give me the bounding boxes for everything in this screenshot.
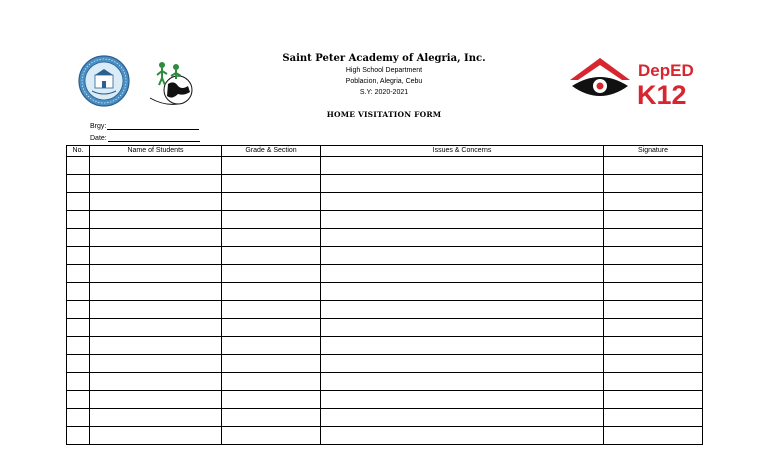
table-row [67,319,703,337]
column-header-no: No. [67,146,90,157]
cell-grade-section[interactable] [222,265,321,283]
table-row [67,247,703,265]
cell-signature[interactable] [604,283,703,301]
cell-issues-concerns[interactable] [321,193,604,211]
table-row [67,211,703,229]
cell-student-name[interactable] [90,175,222,193]
cell-student-name[interactable] [90,301,222,319]
cell-issues-concerns[interactable] [321,373,604,391]
cell-no[interactable] [67,391,90,409]
cell-issues-concerns[interactable] [321,355,604,373]
department-name: High School Department [345,67,423,74]
cell-no[interactable] [67,247,90,265]
cell-no[interactable] [67,283,90,301]
cell-signature[interactable] [604,211,703,229]
form-title: HOME VISITATION FORM [326,110,442,119]
cell-grade-section[interactable] [222,175,321,193]
school-seal-icon [78,55,130,107]
cell-no[interactable] [67,355,90,373]
cell-issues-concerns[interactable] [321,319,604,337]
column-header-issues-concerns: Issues & Concerns [321,146,604,157]
visitation-table [66,145,703,445]
deped-wordmark: DepED [638,61,694,80]
cell-grade-section[interactable] [222,427,321,445]
cell-issues-concerns[interactable] [321,229,604,247]
cell-grade-section[interactable] [222,283,321,301]
cell-signature[interactable] [604,175,703,193]
column-header-name: Name of Students [90,146,222,157]
cell-student-name[interactable] [90,373,222,391]
cell-no[interactable] [67,373,90,391]
cell-no[interactable] [67,265,90,283]
cell-no[interactable] [67,337,90,355]
date-field[interactable] [90,134,200,142]
cell-no[interactable] [67,319,90,337]
date-label: Date: [90,135,107,142]
cell-no[interactable] [67,427,90,445]
cell-signature[interactable] [604,427,703,445]
table-row [67,301,703,319]
cell-issues-concerns[interactable] [321,391,604,409]
cell-signature[interactable] [604,409,703,427]
column-header-signature: Signature [604,146,703,157]
cell-signature[interactable] [604,337,703,355]
cell-issues-concerns[interactable] [321,175,604,193]
table-body [67,157,703,445]
cell-no[interactable] [67,157,90,175]
cell-issues-concerns[interactable] [321,409,604,427]
cell-signature[interactable] [604,301,703,319]
date-blank-line[interactable] [108,134,200,142]
cell-grade-section[interactable] [222,247,321,265]
cell-no[interactable] [67,409,90,427]
cell-grade-section[interactable] [222,229,321,247]
cell-issues-concerns[interactable] [321,301,604,319]
cell-no[interactable] [67,211,90,229]
cell-signature[interactable] [604,391,703,409]
brgy-label: Brgy: [90,123,107,130]
cell-grade-section[interactable] [222,409,321,427]
cell-grade-section[interactable] [222,337,321,355]
cell-student-name[interactable] [90,427,222,445]
cell-no[interactable] [67,175,90,193]
cell-student-name[interactable] [90,229,222,247]
cell-grade-section[interactable] [222,301,321,319]
table-row [67,391,703,409]
table-row [67,265,703,283]
children-globe-icon [148,60,196,106]
cell-grade-section[interactable] [222,193,321,211]
cell-signature[interactable] [604,265,703,283]
cell-signature[interactable] [604,247,703,265]
cell-student-name[interactable] [90,247,222,265]
table-row [67,229,703,247]
cell-issues-concerns[interactable] [321,427,604,445]
table-row [67,283,703,301]
column-header-grade-section: Grade & Section [222,146,321,157]
cell-no[interactable] [67,229,90,247]
cell-grade-section[interactable] [222,373,321,391]
cell-signature[interactable] [604,157,703,175]
table-header-row [67,146,703,157]
cell-signature[interactable] [604,319,703,337]
cell-grade-section[interactable] [222,211,321,229]
cell-student-name[interactable] [90,283,222,301]
cell-grade-section[interactable] [222,391,321,409]
cell-no[interactable] [67,193,90,211]
cell-student-name[interactable] [90,337,222,355]
cell-student-name[interactable] [90,211,222,229]
cell-student-name[interactable] [90,409,222,427]
deped-house-eye-icon [570,58,630,96]
cell-issues-concerns[interactable] [321,157,604,175]
cell-student-name[interactable] [90,193,222,211]
cell-signature[interactable] [604,355,703,373]
deped-k12-logo [568,54,694,110]
cell-student-name[interactable] [90,157,222,175]
cell-issues-concerns[interactable] [321,211,604,229]
cell-issues-concerns[interactable] [321,265,604,283]
cell-grade-section[interactable] [222,319,321,337]
table-row [67,175,703,193]
school-address: Poblacion, Alegria, Cebu [345,78,423,85]
school-name: Saint Peter Academy of Alegria, Inc. [282,53,486,64]
cell-signature[interactable] [604,193,703,211]
cell-issues-concerns[interactable] [321,337,604,355]
cell-student-name[interactable] [90,265,222,283]
cell-signature[interactable] [604,229,703,247]
brgy-field[interactable] [90,122,199,130]
brgy-blank-line[interactable] [107,122,199,130]
cell-signature[interactable] [604,373,703,391]
cell-student-name[interactable] [90,355,222,373]
cell-student-name[interactable] [90,391,222,409]
table-row [67,427,703,445]
table-row [67,193,703,211]
table-row [67,157,703,175]
table-row [67,355,703,373]
k12-wordmark: K12 [637,80,687,110]
school-year: S.Y: 2020-2021 [359,89,409,96]
cell-issues-concerns[interactable] [321,283,604,301]
cell-no[interactable] [67,301,90,319]
table-row [67,409,703,427]
cell-issues-concerns[interactable] [321,247,604,265]
table-row [67,373,703,391]
table-row [67,337,703,355]
cell-grade-section[interactable] [222,355,321,373]
cell-student-name[interactable] [90,319,222,337]
cell-grade-section[interactable] [222,157,321,175]
